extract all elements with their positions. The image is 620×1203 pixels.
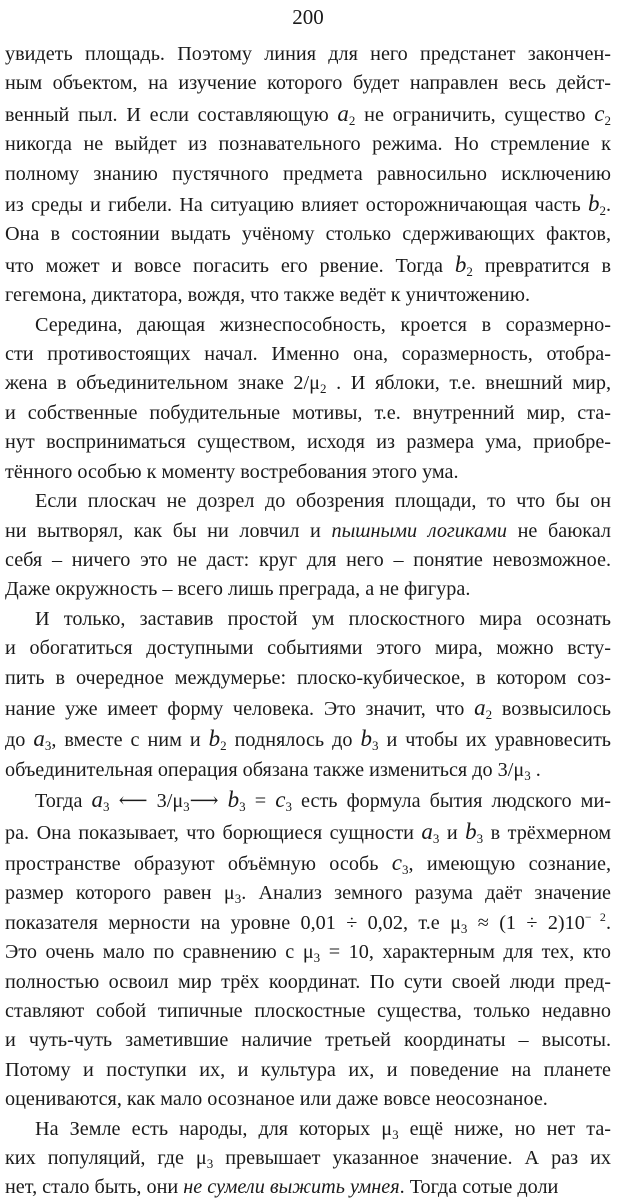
text-line: Если плоскач не дозрел до обозрения площади, то что бы он bbox=[35, 490, 611, 513]
text-line: Это очень мало по сравнению с $\mu_3 = 10$, характерным для тех, кто bbox=[5, 941, 612, 966]
text-line: никогда не выйдет из познавательного режима. Но стремление к bbox=[5, 133, 611, 156]
text-line: из среды и гибели. На ситуацию влияет осторожничающая часть $b_2$. bbox=[5, 191, 611, 219]
text-line: себя – ничего это не даст: круг для него – понятие невозможное. bbox=[5, 548, 611, 571]
text-line: нут восприниматься существом, исходя из размера ума, приобре- bbox=[5, 431, 611, 454]
page-number: 200 bbox=[292, 5, 324, 29]
text-line: гегемона, диктатора, вождя, что также ведёт к уничтожению. bbox=[5, 284, 530, 307]
text-line: пространстве образуют объёмную особь $c_3$, имеющую сознание, bbox=[5, 849, 611, 877]
text-line: ких популяций, где $\mu_3$ превышает указанное значение. А раз их bbox=[5, 1147, 611, 1172]
text-line: и собственные побудительные мотивы, т.е. внутренний мир, ста- bbox=[5, 401, 611, 424]
text-line: тённого особью к моменту востребования этого ума. bbox=[5, 460, 459, 483]
text-line: Середина, дающая жизнеспособность, кроется в соразмерно- bbox=[35, 313, 611, 336]
text-line: Тогда $a_3$ ⟵ $3/\mu_3⟶$ $b_3 = c_3$ есть формула бытия людского ми- bbox=[35, 787, 611, 815]
text-line: что может и вовсе погасить его рвение. Тогда $b_2$ превратится в bbox=[5, 251, 611, 279]
text-line: нет, стало быть, они не сумели выжить умнея. Тогда сотые доли bbox=[5, 1176, 559, 1199]
text-line: ным объектом, на изучение которого будет направлен весь дейст- bbox=[5, 72, 611, 95]
text-line: ра. Она показывает, что борющиеся сущности $a_3$ и $b_3$ в трёхмерном bbox=[5, 818, 611, 846]
text-line: Она в состоянии выдать учёному столько сдерживающих фактов, bbox=[5, 223, 611, 246]
text-line: ни вытворял, как бы ни ловчил и пышными логиками не баюкал bbox=[5, 519, 611, 542]
body-text bbox=[5, 40, 611, 1203]
text-line: пить в очередное междумерье: плоско-кубическое, в котором соз- bbox=[5, 666, 611, 689]
text-line: и чуть-чуть заметившие наличие третьей координаты – высоты. bbox=[5, 1029, 611, 1052]
text-line: полностью освоил мир трёх координат. По сути своей люди пред- bbox=[5, 970, 611, 993]
text-line: увидеть площадь. Поэтому линия для него предстанет закончен- bbox=[5, 43, 611, 65]
text-line: и обогатиться доступными событиями этого мира, можно всту- bbox=[5, 637, 611, 660]
text-line: жена в объединительном знаке $2/\mu_2$ . И яблоки, т.е. внешний мир, bbox=[5, 372, 611, 397]
text-line: показателя мерности на уровне 0,01 ÷ 0,02, т.е $\mu_3 \approx (1 \div 2)10^{- 2}$. bbox=[5, 909, 611, 936]
text-line: Потому и поступки их, и культура их, и поведение на планете bbox=[5, 1058, 611, 1081]
text-line: венный пыл. И если составляющую $a_2$ не ограничить, существо $c_2$ bbox=[5, 100, 611, 128]
text-line: И только, заставив простой ум плоскостного мира осознать bbox=[35, 607, 611, 630]
text-line: полному знанию пустячного предмета равносильно исключению bbox=[5, 162, 611, 185]
text-line: размер которого равен $\mu_3$. Анализ земного разума даёт значение bbox=[5, 882, 611, 907]
text-line: Даже окружность – всего лишь преграда, а не фигура. bbox=[5, 578, 471, 601]
text-line: до $a_3$, вместе с ним и $b_2$ поднялось до $b_3$ и чтобы их уравновесить bbox=[5, 726, 611, 754]
text-line: объединительная операция обязана также измениться до $3/\mu_3$ . bbox=[5, 758, 541, 783]
text-line: сти противостоящих начал. Именно она, соразмерность, отобра- bbox=[5, 343, 611, 366]
text-line: ставляют собой типичные плоскостные существа, только недавно bbox=[5, 1000, 611, 1022]
text-line: На Земле есть народы, для которых $\mu_3$ ещё ниже, но нет та- bbox=[35, 1117, 612, 1142]
text-line: оцениваются, как мало осознаное или даже вовсе неосознаное. bbox=[5, 1088, 548, 1111]
text-line: нание уже имеет форму человека. Это значит, что $a_2$ возвысилось bbox=[5, 694, 611, 722]
